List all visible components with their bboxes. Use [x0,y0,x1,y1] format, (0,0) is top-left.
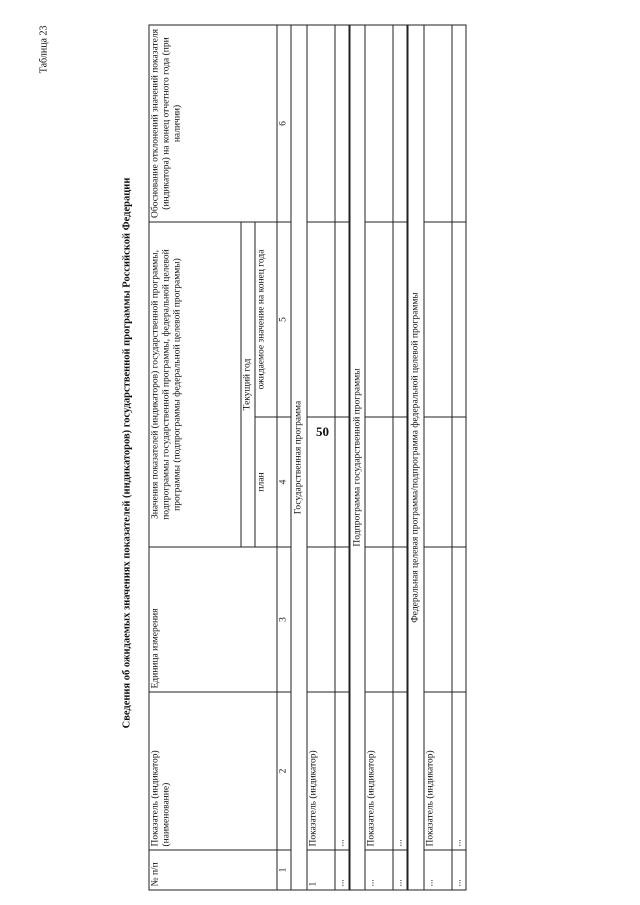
row-expected-cell [393,222,407,417]
row-justification-cell [423,25,451,222]
column-number-1: 1 [276,850,290,890]
row-indicator-label: Показатель (индикатор) [423,692,451,850]
section-title: Государственная программа [290,25,306,890]
column-number-5: 5 [276,222,290,417]
section-title: Подпрограмма государственной программы [349,25,365,890]
row-indicator-label: ... [393,692,407,850]
row-indicator-label: Показатель (индикатор) [306,692,334,850]
row-justification-cell [306,25,334,222]
row-justification-cell [393,25,407,222]
row-plan-cell [306,417,334,547]
row-expected-cell [451,222,465,417]
header-number: № п/п [149,850,277,890]
column-number-6: 6 [276,25,290,222]
row-unit-cell [334,547,348,692]
row-number: ... [423,850,451,890]
column-number-3: 3 [276,547,290,692]
row-plan-cell [365,417,393,547]
indicators-table [148,24,466,890]
column-number-4: 4 [276,417,290,547]
row-justification-cell [451,25,465,222]
row-indicator-label: Показатель (индикатор) [365,692,393,850]
header-justification: Обоснование отклонений значений показателя (индикатора) на конец отчетного года (при наличии) [149,25,277,222]
rotated-page-content [30,15,463,890]
header-indicator: Показатель (индикатор) (наименование) [149,692,277,850]
row-expected-cell [334,222,348,417]
row-expected-cell [365,222,393,417]
row-unit-cell [393,547,407,692]
row-justification-cell [334,25,348,222]
row-expected-cell [423,222,451,417]
header-unit: Единица измерения [149,547,277,692]
row-indicator-label: ... [451,692,465,850]
row-unit-cell [423,547,451,692]
table-label: Таблица 23 [38,25,49,73]
row-plan-cell [423,417,451,547]
section-title: Федеральная целевая программа/подпрограмма федеральной целевой программы [407,25,423,890]
header-values: Значения показателей (индикаторов) государственной программы, подпрограммы государственной программы, федеральной целевой программы (подпрограммы федеральной целевой программы) [149,222,241,547]
row-unit-cell [365,547,393,692]
column-number-2: 2 [276,692,290,850]
page-number: 50 [316,424,329,439]
row-plan-cell [451,417,465,547]
row-justification-cell [365,25,393,222]
row-plan-cell [393,417,407,547]
row-number: ... [451,850,465,890]
row-plan-cell [334,417,348,547]
document-title: Сведения об ожидаемых значениях показателей (индикаторов) государственной программы Российской Федерации [121,177,132,728]
row-number: ... [393,850,407,890]
header-current-year: Текущий год [241,222,255,547]
row-unit-cell [306,547,334,692]
row-number: ... [334,850,348,890]
row-number: ... [365,850,393,890]
row-expected-cell [306,222,334,417]
header-expected: ожидаемое значение на конец года [254,222,276,417]
header-plan: план [254,417,276,547]
row-indicator-label: ... [334,692,348,850]
row-unit-cell [451,547,465,692]
row-number: 1 [306,850,334,890]
